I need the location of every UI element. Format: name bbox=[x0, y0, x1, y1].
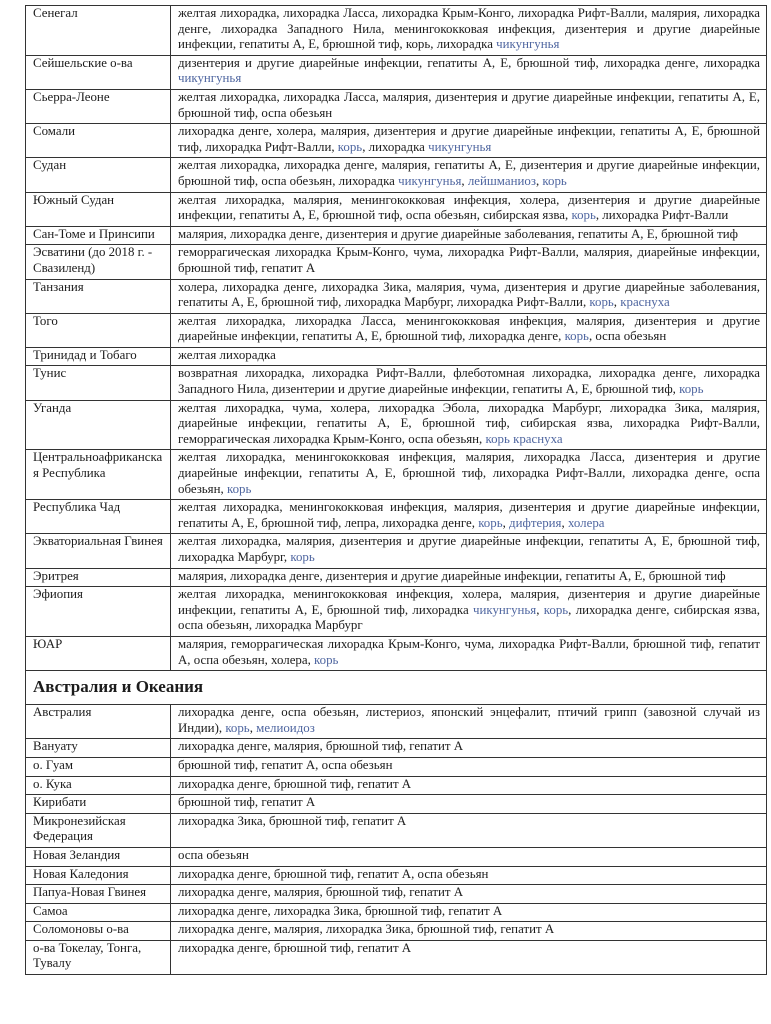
country-cell: Эсватини (до 2018 г. - Свазиленд) bbox=[26, 245, 171, 279]
table-row bbox=[26, 534, 767, 568]
disease-text: брюшной тиф, гепатит А, оспа обезьян bbox=[178, 757, 393, 772]
country-cell: Танзания bbox=[26, 279, 171, 313]
country-cell: Вануату bbox=[26, 739, 171, 758]
table-row bbox=[26, 757, 767, 776]
country-cell: о. Кука bbox=[26, 776, 171, 795]
table-row bbox=[26, 366, 767, 400]
disease-text: , лихорадка денге, сибирская язва, оспа обезьян, лихорадка Марбург bbox=[178, 602, 760, 633]
disease-text: , bbox=[461, 173, 468, 188]
disease-list-cell bbox=[171, 705, 767, 739]
disease-text: , лихорадка Рифт-Валли bbox=[595, 208, 729, 223]
table-row bbox=[26, 866, 767, 885]
country-cell: Эритрея bbox=[26, 568, 171, 587]
disease-text: , bbox=[613, 295, 621, 310]
disease-link[interactable]: корь bbox=[571, 208, 596, 223]
disease-list-cell bbox=[171, 500, 767, 534]
country-cell: Самоа bbox=[26, 903, 171, 922]
table-row bbox=[26, 347, 767, 366]
disease-text: , bbox=[561, 515, 568, 530]
country-cell: Тринидад и Тобаго bbox=[26, 347, 171, 366]
disease-text: возвратная лихорадка, лихорадка Рифт-Валли, флеботомная лихорадка, лихорадка денге, лихорадка Западного Нила, дизентерии и другие диарейные инфекции, гепатиты А, Е, брюшной тиф, bbox=[178, 366, 760, 397]
disease-list-cell bbox=[171, 940, 767, 974]
table-row bbox=[26, 813, 767, 847]
disease-link[interactable]: чикунгунья bbox=[178, 71, 242, 86]
disease-list-cell bbox=[171, 813, 767, 847]
table-row bbox=[26, 313, 767, 347]
section-header-row bbox=[26, 671, 767, 705]
disease-text: лихорадка денге, малярия, лихорадка Зика, брюшной тиф, гепатит А bbox=[178, 922, 555, 937]
disease-link[interactable]: корь bbox=[478, 515, 503, 530]
disease-text: желтая лихорадка, менингококковая инфекция, холера, малярия, дизентерия и другие диарейные инфекции, гепатиты А, Е, брюшной тиф, лихорадка bbox=[178, 587, 760, 617]
disease-list-cell bbox=[171, 124, 767, 158]
disease-link[interactable]: мелиоидоз bbox=[256, 720, 315, 735]
disease-list-cell bbox=[171, 757, 767, 776]
disease-text: , оспа обезьян bbox=[588, 329, 667, 344]
table-row bbox=[26, 739, 767, 758]
disease-list-cell bbox=[171, 400, 767, 450]
country-cell: Новая Зеландия bbox=[26, 847, 171, 866]
table-row bbox=[26, 500, 767, 534]
table-row bbox=[26, 776, 767, 795]
disease-text: оспа обезьян bbox=[178, 847, 249, 862]
disease-text: лихорадка денге, холера, малярия, дизентерия и другие диарейные инфекции, гепатиты А, Е, брюшной тиф, лихорадка Рифт-Валли, bbox=[178, 124, 760, 154]
disease-text: лихорадка денге, малярия, брюшной тиф, гепатит А bbox=[178, 739, 464, 754]
disease-list-cell bbox=[171, 885, 767, 904]
table-row bbox=[26, 636, 767, 670]
disease-list-cell bbox=[171, 568, 767, 587]
section-header-title: Австралия и Океания bbox=[26, 671, 767, 705]
disease-text: дизентерия и другие диарейные инфекции, гепатиты А, Е, брюшной тиф, лихорадка денге, лихорадка bbox=[178, 55, 760, 70]
country-cell: Микронезийская Федерация bbox=[26, 813, 171, 847]
disease-text: желтая лихорадка, малярия, менингококковая инфекция, холера, дизентерия и другие диарейные инфекции, гепатиты А, Е, брюшной тиф, оспа обезьян, сибирская язва, bbox=[178, 192, 760, 223]
disease-list-cell bbox=[171, 450, 767, 500]
disease-text: малярия, лихорадка денге, дизентерия и другие диарейные инфекции, гепатиты А, Е, брюшной тиф bbox=[178, 568, 726, 583]
disease-link[interactable]: чикунгунья bbox=[398, 173, 462, 188]
table-row bbox=[26, 6, 767, 56]
disease-text: малярия, геморрагическая лихорадка Крым-Конго, чума, лихорадка Рифт-Валли, брюшной тиф, гепатит А, оспа обезьян, холера, bbox=[178, 636, 760, 667]
disease-text: геморрагическая лихорадка Крым-Конго, чума, лихорадка Рифт-Валли, малярия, диарейные инфекции, брюшной тиф, гепатит А bbox=[178, 245, 760, 275]
table-row bbox=[26, 89, 767, 123]
disease-list-cell bbox=[171, 922, 767, 941]
disease-link[interactable]: корь bbox=[543, 602, 569, 617]
country-cell: Сьерра-Леоне bbox=[26, 89, 171, 123]
table-row bbox=[26, 903, 767, 922]
disease-link[interactable]: краснуха bbox=[620, 295, 670, 310]
disease-list-cell bbox=[171, 587, 767, 637]
disease-text: брюшной тиф, гепатит А bbox=[178, 795, 316, 810]
disease-list-cell bbox=[171, 6, 767, 56]
disease-link[interactable]: корь bbox=[337, 139, 363, 154]
table-row bbox=[26, 124, 767, 158]
country-cell: Эфиопия bbox=[26, 587, 171, 637]
country-cell: Республика Чад bbox=[26, 500, 171, 534]
country-cell: о-ва Токелау, Тонга, Тувалу bbox=[26, 940, 171, 974]
table-row bbox=[26, 885, 767, 904]
disease-text: желтая лихорадка, лихорадка денге, малярия, гепатиты А, Е, дизентерия и другие диарейные инфекции, брюшной тиф, оспа обезьян, лихорадка bbox=[178, 158, 760, 188]
disease-text: лихорадка денге, брюшной тиф, гепатит А bbox=[178, 940, 412, 955]
disease-list-cell bbox=[171, 776, 767, 795]
disease-text: желтая лихорадка, лихорадка Ласса, малярия, дизентерия и другие диарейные инфекции, гепатиты А, Е, брюшной тиф, оспа обезьян bbox=[178, 89, 760, 120]
disease-text: желтая лихорадка, малярия, дизентерия и другие диарейные инфекции, гепатиты А, Е, брюшной тиф, лихорадка Марбург, bbox=[178, 534, 760, 564]
disease-list-cell bbox=[171, 89, 767, 123]
country-cell: Соломоновы о-ва bbox=[26, 922, 171, 941]
country-cell: Сан-Томе и Принсипи bbox=[26, 226, 171, 245]
table-row bbox=[26, 245, 767, 279]
disease-list-cell bbox=[171, 55, 767, 89]
country-cell: Экваториальная Гвинея bbox=[26, 534, 171, 568]
disease-list-cell bbox=[171, 226, 767, 245]
disease-link[interactable]: дифтерия bbox=[509, 515, 562, 530]
country-cell: Сейшельские о-ва bbox=[26, 55, 171, 89]
disease-text: , bbox=[249, 720, 257, 735]
table-body bbox=[26, 6, 767, 975]
disease-link[interactable]: корь bbox=[542, 173, 567, 188]
disease-list-cell bbox=[171, 245, 767, 279]
disease-list-cell bbox=[171, 158, 767, 192]
disease-text: лихорадка денге, оспа обезьян, листериоз, японский энцефалит, птичий грипп (завозной случай из Индии), bbox=[178, 705, 760, 735]
table-row bbox=[26, 568, 767, 587]
table-row bbox=[26, 192, 767, 226]
disease-list-cell bbox=[171, 795, 767, 814]
table-row bbox=[26, 400, 767, 450]
disease-list-cell bbox=[171, 903, 767, 922]
disease-text: лихорадка денге, брюшной тиф, гепатит А bbox=[178, 776, 412, 791]
country-cell: Южный Судан bbox=[26, 192, 171, 226]
disease-list-cell bbox=[171, 313, 767, 347]
disease-link[interactable]: корь bbox=[679, 382, 704, 397]
disease-link[interactable]: корь bbox=[225, 720, 250, 735]
disease-link[interactable]: корь bbox=[314, 652, 339, 667]
country-cell: Кирибати bbox=[26, 795, 171, 814]
country-cell: Новая Каледония bbox=[26, 866, 171, 885]
disease-text: малярия, лихорадка денге, дизентерия и другие диарейные заболевания, гепатиты А, Е, брюшной тиф bbox=[178, 226, 738, 241]
table-row bbox=[26, 705, 767, 739]
disease-text: лихорадка денге, малярия, брюшной тиф, гепатит А bbox=[178, 885, 464, 900]
disease-link[interactable]: корь bbox=[589, 295, 614, 310]
table-row bbox=[26, 587, 767, 637]
table-row bbox=[26, 940, 767, 974]
disease-text: , bbox=[502, 515, 510, 530]
disease-text: желтая лихорадка, менингококковая инфекция, малярия, дизентерия и другие диарейные инфекции, гепатиты А, Е, брюшной тиф, лепра, лихорадка денге, bbox=[178, 500, 760, 530]
disease-text: холера, лихорадка денге, лихорадка Зика, малярия, чума, дизентерия и другие диарейные заболевания, гепатиты А, Е, брюшной тиф, лихорадка Марбург, лихорадка Рифт-Валли, bbox=[178, 279, 760, 310]
disease-link[interactable]: корь bbox=[226, 481, 252, 496]
disease-list-cell bbox=[171, 279, 767, 313]
disease-list-cell bbox=[171, 636, 767, 670]
disease-link[interactable]: корь bbox=[564, 329, 589, 344]
country-cell: Судан bbox=[26, 158, 171, 192]
country-cell: Центральноафриканская Республика bbox=[26, 450, 171, 500]
country-cell: Папуа-Новая Гвинея bbox=[26, 885, 171, 904]
disease-text: желтая лихорадка, лихорадка Ласса, лихорадка Крым-Конго, лихорадка Рифт-Валли, малярия, лихорадка денге, лихорадка Западного Нила, менингококковая инфекция, дизентерия и другие диарейные инфекции, гепатиты А, Е, брюшной тиф, корь, лихорадка bbox=[178, 6, 760, 52]
table-row bbox=[26, 279, 767, 313]
disease-link[interactable]: лейшманиоз bbox=[467, 173, 536, 188]
disease-list-cell bbox=[171, 192, 767, 226]
disease-text: , лихорадка bbox=[362, 139, 429, 154]
disease-list-cell bbox=[171, 847, 767, 866]
table-row bbox=[26, 922, 767, 941]
disease-link[interactable]: корь краснуха bbox=[485, 431, 563, 446]
table-row bbox=[26, 226, 767, 245]
disease-text: лихорадка денге, брюшной тиф, гепатит А, оспа обезьян bbox=[178, 866, 489, 881]
table-row bbox=[26, 55, 767, 89]
table-row bbox=[26, 450, 767, 500]
disease-list-cell bbox=[171, 534, 767, 568]
disease-table bbox=[25, 5, 767, 975]
disease-link[interactable]: чикунгунья bbox=[496, 37, 560, 52]
disease-link[interactable]: чикунгунья bbox=[428, 139, 492, 154]
disease-link[interactable]: холера bbox=[567, 515, 605, 530]
table-row bbox=[26, 847, 767, 866]
disease-link[interactable]: корь bbox=[290, 550, 315, 564]
table-row bbox=[26, 795, 767, 814]
country-cell: Австралия bbox=[26, 705, 171, 739]
disease-link[interactable]: чикунгунья bbox=[472, 602, 537, 617]
disease-text: лихорадка Зика, брюшной тиф, гепатит А bbox=[178, 813, 407, 828]
country-cell: Сомали bbox=[26, 124, 171, 158]
country-cell: о. Гуам bbox=[26, 757, 171, 776]
country-cell: Уганда bbox=[26, 400, 171, 450]
disease-text: лихорадка денге, лихорадка Зика, брюшной тиф, гепатит А bbox=[178, 903, 503, 918]
country-cell: Сенегал bbox=[26, 6, 171, 56]
country-cell: Тунис bbox=[26, 366, 171, 400]
disease-list-cell bbox=[171, 866, 767, 885]
disease-list-cell bbox=[171, 347, 767, 366]
disease-text: желтая лихорадка, лихорадка Ласса, менингококковая инфекция, малярия, дизентерия и другие диарейные инфекции, гепатиты А, Е, брюшной тиф, лихорадка денге, bbox=[178, 313, 760, 344]
disease-text: желтая лихорадка, чума, холера, лихорадка Эбола, лихорадка Марбург, лихорадка Зика, малярия, диарейные инфекции, гепатиты А, Е, брюшной тиф, сибирская язва, лихорадка Рифт-Валли, геморрагическая лихорадка Крым-Конго, оспа обезьян, bbox=[178, 400, 760, 446]
disease-list-cell bbox=[171, 739, 767, 758]
disease-text: , bbox=[535, 173, 543, 188]
disease-list-cell bbox=[171, 366, 767, 400]
country-cell: Того bbox=[26, 313, 171, 347]
disease-text: , bbox=[536, 602, 544, 617]
disease-text: желтая лихорадка, менингококковая инфекция, малярия, лихорадка Ласса, дизентерия и другие диарейные инфекции, гепатиты А, Е, брюшной тиф, лихорадка Рифт-Валли, лихорадка денге, оспа обезьян, bbox=[178, 450, 760, 496]
disease-text: желтая лихорадка bbox=[178, 347, 276, 362]
table-row bbox=[26, 158, 767, 192]
country-cell: ЮАР bbox=[26, 636, 171, 670]
